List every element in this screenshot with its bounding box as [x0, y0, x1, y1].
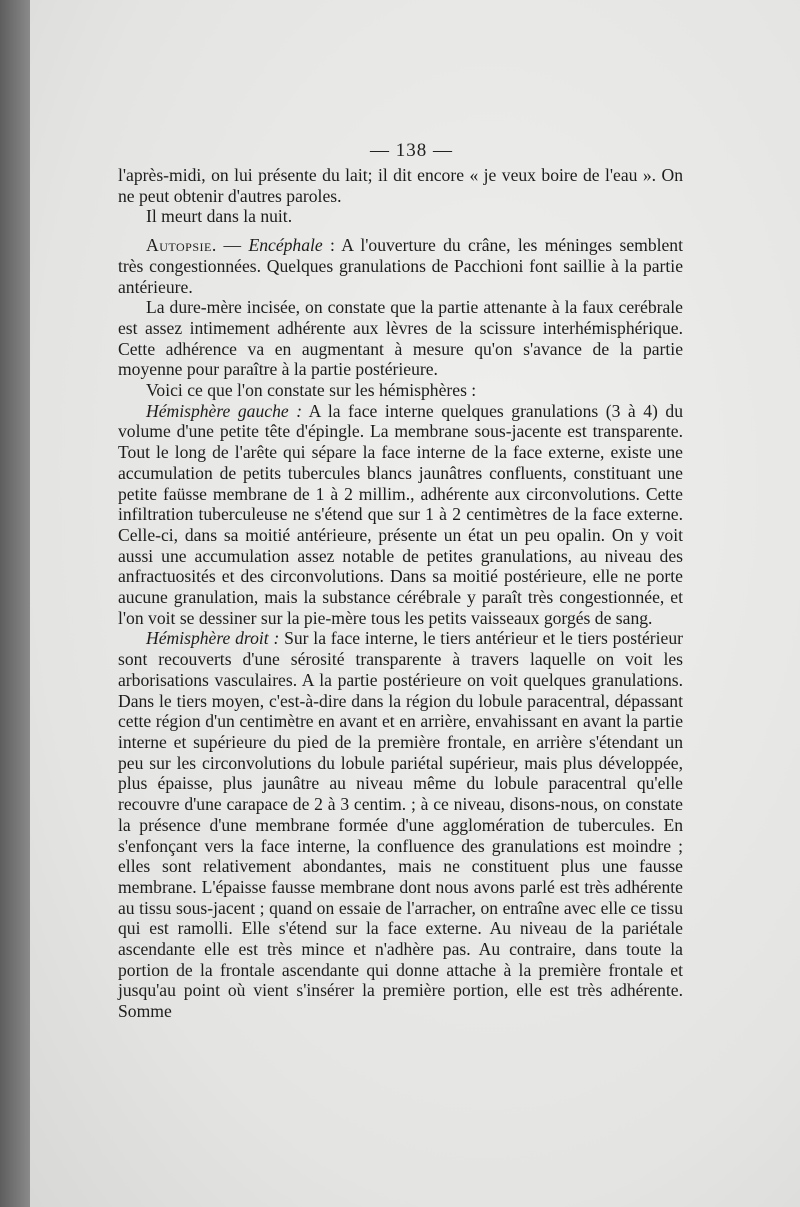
paragraph	[118, 165, 683, 206]
styled-run: Encéphale	[248, 235, 323, 256]
styled-run: Autopsie	[146, 235, 212, 256]
book-page	[30, 0, 800, 1207]
scan-gutter	[0, 0, 30, 1207]
text-run: La dure-mère incisée, on constate que la partie attenante à la faux cerébrale est assez intimement adhérente aux lèvres de la scissure interhémisphérique. Cette adhérence va en augmentant à mesure qu'on s'avance de la partie moyenne pour paraître à la partie postérieure.	[118, 297, 683, 380]
text-run: : A l'ouverture du crâne, les méninges semblent très congestionnées. Quelques granulations de Pacchioni font saillie à la partie antérieure.	[118, 235, 683, 297]
body-text	[118, 165, 683, 1022]
page-number: — 138 —	[370, 140, 453, 161]
text-run: l'après-midi, on lui présente du lait; il dit encore « je veux boire de l'eau ». On ne peut obtenir d'autres paroles.	[118, 165, 683, 206]
paragraph-hemisphere-droit	[118, 628, 683, 1021]
styled-run: Hémisphère gauche :	[146, 400, 303, 421]
text-run: Voici ce que l'on constate sur les hémisphères :	[146, 380, 477, 401]
text-run: Il meurt dans la nuit.	[146, 206, 293, 227]
text-run: . —	[211, 235, 249, 256]
paragraph-autopsie	[118, 235, 683, 297]
text-run: A la face interne quelques granulations (3 à 4) du volume d'une petite tête d'épingle. La membrane sous-jacente est transparente. Tout le long de l'arête qui sépare la face interne de la face externe, existe une accumulation de petits tubercules blancs jaunâtres confluents, constituant une petite faüsse membrane de 1 à 2 millim., adhérente aux circonvolutions. Cette infiltration tuberculeuse ne s'étend que sur 1 à 2 centimètres de la face externe. Celle-ci, dans sa moitié antérieure, présente un état un peu opalin. On y voit aussi une accumulation assez notable de petites granulations, au niveau des anfractuosités et des circonvolutions. Dans sa moitié postérieure, elle ne porte aucune granulation, mais la substance cérébrale y paraît très congestionnée, et l'on voit se dessiner sur la pie-mère tous les petits vaisseaux gorgés de sang.	[118, 400, 683, 628]
paragraph	[118, 206, 683, 227]
paragraph-hemisphere-gauche	[118, 401, 683, 629]
paragraph	[118, 297, 683, 380]
styled-run: Hémisphère droit :	[146, 628, 280, 649]
text-run: Sur la face interne, le tiers antérieur et le tiers postérieur sont recouverts d'une sérosité transparente à travers laquelle on voit les arborisations vasculaires. A la partie postérieure on voit quelques granulations. Dans le tiers moyen, c'est-à-dire dans la région du lobule paracentral, dépassant cette région d'un centimètre en avant et en arrière, envahissant en avant la partie interne et supérieure du pied de la première frontale, en arrière s'étendant un peu sur les circonvolutions du lobule pariétal supérieur, mais plus développée, plus épaisse, plus jaunâtre au niveau même du lobule paracentral qu'elle recouvre d'une carapace de 2 à 3 centim. ; à ce niveau, disons-nous, on constate la présence d'une membrane formée d'une agglomération de tubercules. En s'enfonçant vers la face interne, la confluence des granulations est moindre ; elles sont relativement abondantes, mais ne constituent plus une fausse membrane. L'épaisse fausse membrane dont nous avons parlé est très adhérente au tissu sous-jacent ; quand on essaie de l'arracher, on entraîne avec elle ce tissu qui est ramolli. Elle s'étend sur la face externe. Au niveau de la pariétale ascendante elle est très mince et n'adhère pas. Au contraire, dans toute la portion de la frontale ascendante qui donne attache à la première frontale et jusqu'au point où vient s'insérer la première portion, elle est très adhérente. Somme	[118, 628, 683, 1022]
paragraph	[118, 380, 683, 401]
